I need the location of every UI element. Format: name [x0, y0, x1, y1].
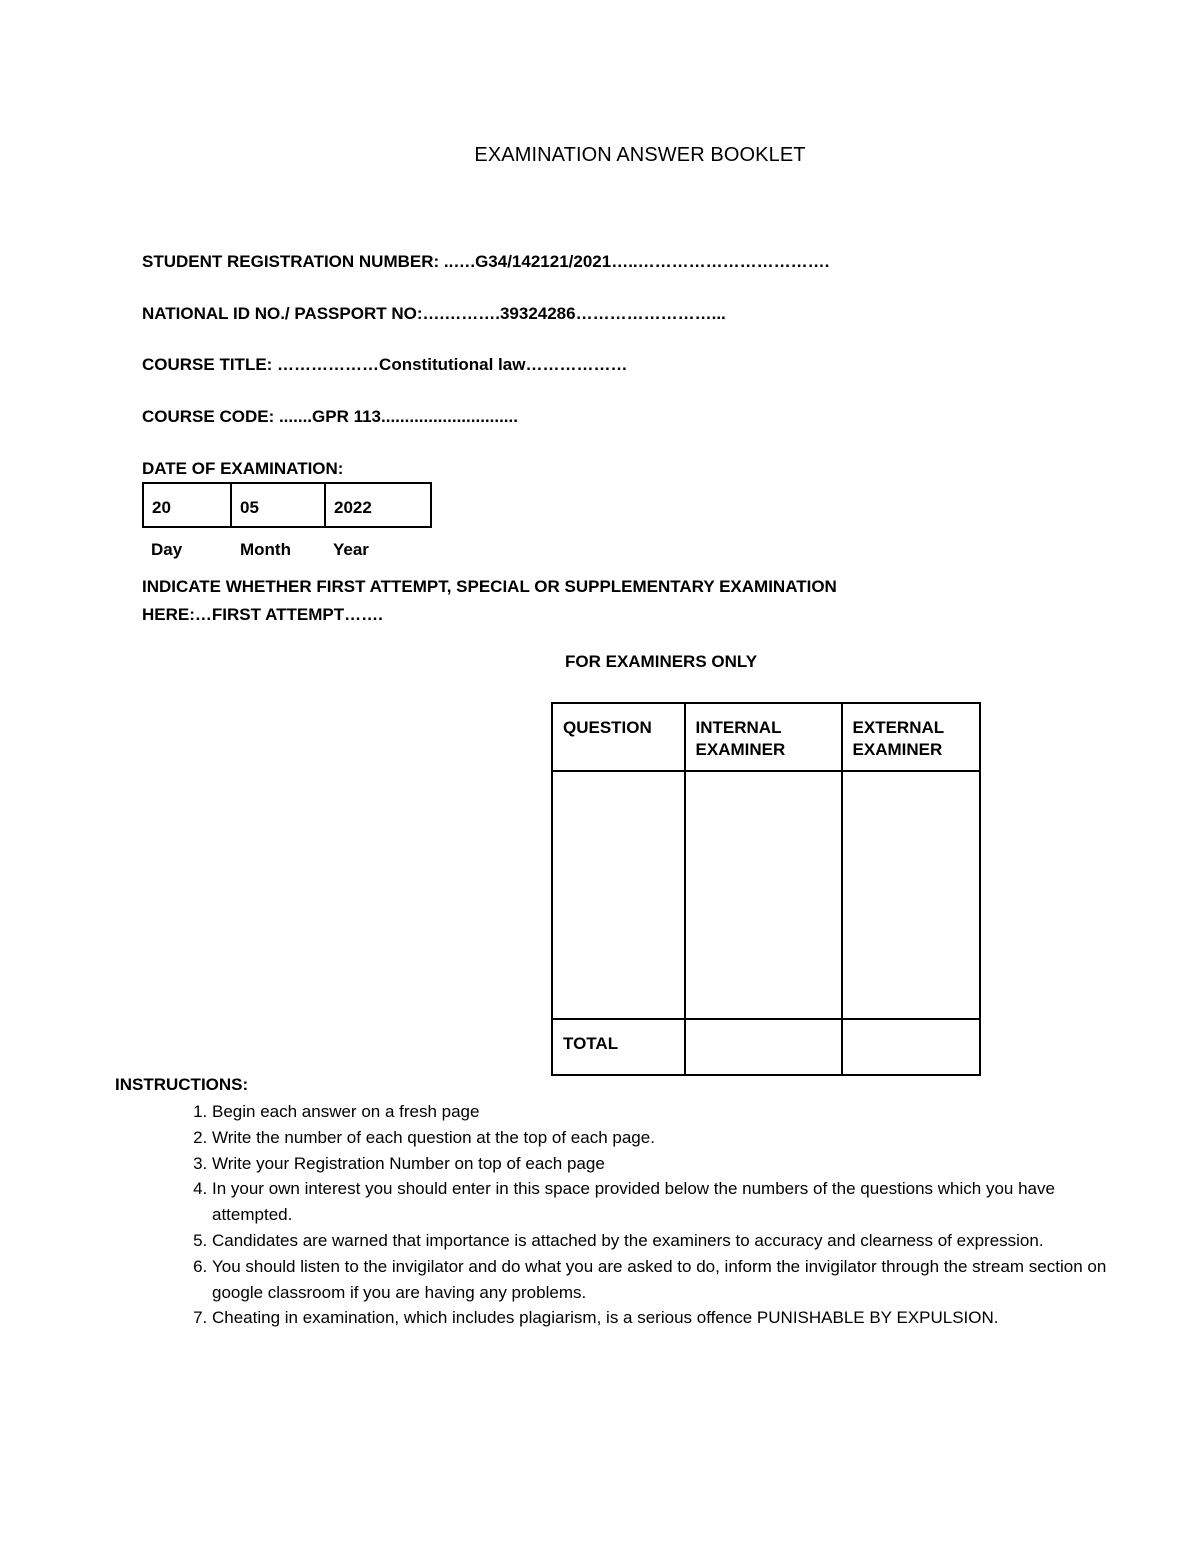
national-id-field: NATIONAL ID NO./ PASSPORT NO:….……….39324286……………………...: [142, 304, 726, 323]
page-title: EXAMINATION ANSWER BOOKLET: [474, 144, 806, 166]
year-label: Year: [333, 540, 369, 559]
date-heading: DATE OF EXAMINATION:: [142, 459, 344, 478]
list-item: 3. Write your Registration Number on top of each page: [212, 1151, 1112, 1177]
attempt-section: [142, 573, 837, 629]
total-label: TOTAL: [552, 1019, 685, 1075]
attempt-instruction: INDICATE WHETHER FIRST ATTEMPT, SPECIAL OR SUPPLEMENTARY EXAMINATION: [142, 577, 837, 596]
examiners-table: [551, 702, 981, 1076]
internal-examiner-cell[interactable]: [685, 771, 842, 1019]
month-label: Month: [240, 540, 291, 559]
table-header-row: [552, 703, 980, 771]
examiners-heading: FOR EXAMINERS ONLY: [565, 652, 758, 671]
question-cell[interactable]: [552, 771, 685, 1019]
date-box: [142, 482, 432, 528]
list-item: 6. You should listen to the invigilator and do what you are asked to do, inform the invigilator through the stream section on google classroom if you are having any problems.: [212, 1254, 1112, 1306]
date-year: 2022: [334, 498, 372, 517]
list-item: 1. Begin each answer on a fresh page: [212, 1099, 1112, 1125]
column-internal-examiner: INTERNAL EXAMINER: [685, 703, 842, 771]
table-row: [552, 771, 980, 1019]
instructions-list: [160, 1099, 1112, 1331]
day-label: Day: [151, 540, 183, 559]
instructions-heading: INSTRUCTIONS:: [115, 1075, 249, 1094]
list-item: 2. Write the number of each question at the top of each page.: [212, 1125, 1112, 1151]
attempt-answer: HERE:…FIRST ATTEMPT…….: [142, 605, 383, 624]
registration-number-field: STUDENT REGISTRATION NUMBER: ..….G34/142121/2021…..…………………………….: [142, 252, 830, 271]
external-examiner-cell[interactable]: [842, 771, 980, 1019]
table-total-row: [552, 1019, 980, 1075]
column-question: QUESTION: [552, 703, 685, 771]
list-item: 4. In your own interest you should enter in this space provided below the numbers of the questions which you have attempted.: [212, 1176, 1112, 1228]
column-external-examiner: EXTERNAL EXAMINER: [842, 703, 980, 771]
date-month: 05: [232, 484, 326, 526]
course-code-field: COURSE CODE: .......GPR 113.............................: [142, 407, 518, 426]
internal-total-cell[interactable]: [685, 1019, 842, 1075]
date-day: 20: [144, 484, 232, 526]
list-item: 7. Cheating in examination, which includes plagiarism, is a serious offence PUNISHABLE BY EXPULSION.: [212, 1305, 1112, 1331]
course-title-field: COURSE TITLE: ………………Constitutional law………………: [142, 355, 628, 374]
list-item: 5. Candidates are warned that importance is attached by the examiners to accuracy and clearness of expression.: [212, 1228, 1112, 1254]
external-total-cell[interactable]: [842, 1019, 980, 1075]
